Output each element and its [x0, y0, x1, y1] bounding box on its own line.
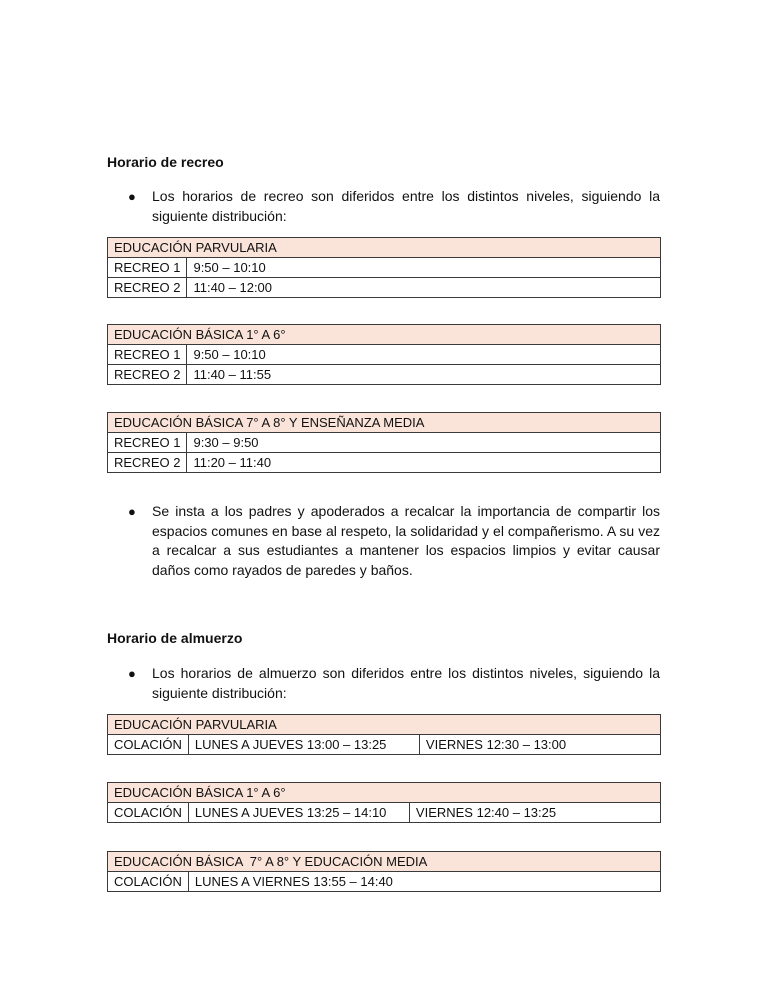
- break-time: 9:30 – 9:50: [187, 433, 661, 453]
- bullet-icon: ●: [128, 666, 136, 681]
- table-row: [108, 433, 661, 453]
- table-title: EDUCACIÓN PARVULARIA: [108, 715, 661, 735]
- lunch-label: COLACIÓN: [108, 803, 189, 823]
- lunch-label: COLACIÓN: [108, 735, 189, 755]
- almuerzo-table-parvularia: [107, 714, 661, 755]
- table-title: EDUCACIÓN BÁSICA 1° A 6°: [108, 783, 661, 803]
- table-row: [108, 258, 661, 278]
- table-row: [108, 735, 661, 755]
- recreo-intro-bullet: [128, 187, 660, 226]
- table-title: EDUCACIÓN PARVULARIA: [108, 238, 661, 258]
- recreo-note-bullet: [128, 502, 660, 580]
- break-time: 9:50 – 10:10: [187, 345, 661, 365]
- bullet-icon: ●: [128, 504, 136, 519]
- table-row: [108, 345, 661, 365]
- break-label: RECREO 2: [108, 453, 187, 473]
- lunch-label: COLACIÓN: [108, 872, 189, 892]
- table-row: [108, 872, 661, 892]
- almuerzo-intro-bullet: [128, 664, 660, 703]
- almuerzo-intro-text: Los horarios de almuerzo son diferidos entre los distintos niveles, siguiendo la siguiente distribución:: [152, 665, 660, 701]
- recreo-intro-text: Los horarios de recreo son diferidos entre los distintos niveles, siguiendo la siguiente distribución:: [152, 188, 660, 224]
- break-label: RECREO 1: [108, 345, 187, 365]
- almuerzo-heading: Horario de almuerzo: [107, 630, 243, 646]
- table-title: EDUCACIÓN BÁSICA 7° A 8° Y EDUCACIÓN MEDIA: [108, 852, 661, 872]
- recreo-table-basica-1-6: [107, 324, 661, 385]
- break-label: RECREO 2: [108, 278, 187, 298]
- break-time: 9:50 – 10:10: [187, 258, 661, 278]
- bullet-icon: ●: [128, 189, 136, 204]
- table-row: [108, 365, 661, 385]
- break-label: RECREO 1: [108, 258, 187, 278]
- recreo-table-basica-7-8-media: [107, 412, 661, 473]
- table-row: [108, 278, 661, 298]
- break-time: 11:40 – 11:55: [187, 365, 661, 385]
- table-title: EDUCACIÓN BÁSICA 7° A 8° Y ENSEÑANZA MEDIA: [108, 413, 661, 433]
- lunch-time-friday: VIERNES 12:40 – 13:25: [409, 803, 660, 823]
- recreo-heading: Horario de recreo: [107, 154, 224, 170]
- break-time: 11:40 – 12:00: [187, 278, 661, 298]
- almuerzo-table-basica-7-8-media: [107, 851, 661, 892]
- table-row: [108, 453, 661, 473]
- break-label: RECREO 1: [108, 433, 187, 453]
- break-time: 11:20 – 11:40: [187, 453, 661, 473]
- almuerzo-table-basica-1-6: [107, 782, 661, 823]
- table-title: EDUCACIÓN BÁSICA 1° A 6°: [108, 325, 661, 345]
- recreo-table-parvularia: [107, 237, 661, 298]
- lunch-time-weekdays: LUNES A VIERNES 13:55 – 14:40: [188, 872, 660, 892]
- recreo-note-text: Se insta a los padres y apoderados a recalcar la importancia de compartir los espacios comunes en base al respeto, la solidaridad y el compañerismo. A su vez a recalcar a sus estudiantes a mantener los espacios limpios y evitar causar daños como rayados de paredes y baños.: [152, 503, 660, 578]
- lunch-time-weekdays: LUNES A JUEVES 13:00 – 13:25: [188, 735, 419, 755]
- table-row: [108, 803, 661, 823]
- lunch-time-friday: VIERNES 12:30 – 13:00: [419, 735, 660, 755]
- break-label: RECREO 2: [108, 365, 187, 385]
- lunch-time-weekdays: LUNES A JUEVES 13:25 – 14:10: [188, 803, 409, 823]
